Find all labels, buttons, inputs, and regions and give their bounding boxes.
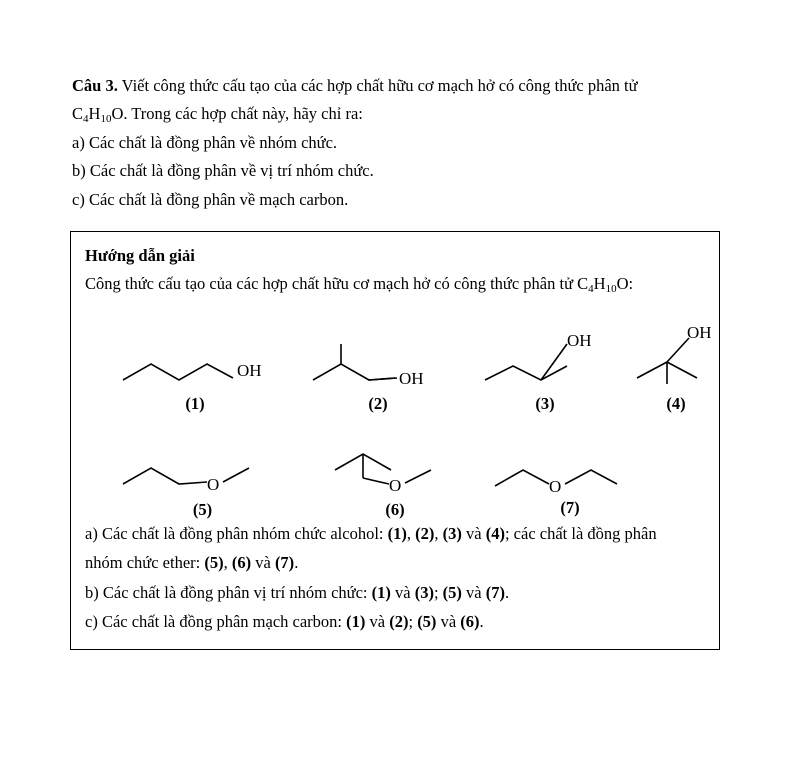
answer-a-ref-7: (7): [274, 553, 295, 573]
answer-c-sep-2: ;: [408, 612, 418, 632]
answer-a-ref-1: (1): [387, 524, 407, 543]
structure-1-group: OH: [237, 361, 262, 381]
answer-a-sep-5: và: [251, 553, 275, 573]
question-line-2-rest: O. Trong các hợp chất này, hãy chỉ ra:: [111, 104, 363, 124]
structure-6: [315, 444, 475, 520]
solution-intro-sub1: 4: [588, 283, 594, 296]
structure-6-label: (6): [385, 500, 405, 520]
answer-a-ref-4: (4): [485, 524, 505, 543]
answer-a-text-1: a) Các chất là đồng phân nhóm chức alcohol:: [85, 524, 388, 543]
answer-b-ref-2: (3): [414, 582, 434, 602]
structure-7: [485, 456, 655, 518]
answer-c-sep-3: và: [436, 612, 461, 632]
answer-a-sep-4: ,: [223, 553, 232, 573]
question-item-a: a) Các chất là đồng phân về nhóm chức.: [72, 132, 338, 152]
solution-intro-sub2: 10: [605, 283, 617, 296]
structure-2-drawing: [303, 334, 453, 392]
solution-box: [70, 231, 720, 650]
solution-intro-b: H: [593, 274, 606, 294]
answer-c-ref-3: (5): [417, 612, 437, 632]
answer-a-sep-2: ,: [434, 524, 443, 543]
answer-b-ref-1: (1): [371, 582, 391, 602]
structure-5-label: (5): [192, 500, 213, 520]
answer-a-ref-6: (6): [231, 553, 252, 573]
answer-a-tail-1: ; các chất là đồng phân: [504, 524, 657, 543]
structure-3-drawing: [475, 324, 615, 392]
solution-intro-a: Công thức cấu tạo của các hợp chất hữu cơ mạch hở có công thức phân tử C: [85, 274, 589, 294]
answer-a-ref-3: (3): [442, 524, 462, 543]
answer-a-ref-2: (2): [415, 524, 435, 543]
answer-b-sep-1: và: [390, 582, 415, 602]
answer-c-line: [85, 608, 707, 636]
solution-intro: [85, 270, 705, 298]
answer-a-text-2: nhóm chức ether:: [85, 553, 205, 573]
answer-b-ref-4: (7): [485, 582, 505, 602]
question-item-c: c) Các chất là đồng phân về mạch carbon.: [72, 189, 349, 209]
question-line-2: [72, 100, 720, 128]
structure-4-group: OH: [687, 323, 712, 343]
solution-title: Hướng dẫn giải: [85, 246, 195, 265]
structure-1-label: (1): [185, 394, 205, 414]
formula-c-sub: 4: [83, 113, 89, 126]
structure-3-group: OH: [567, 331, 592, 351]
structure-7-label: (7): [560, 498, 580, 518]
answer-c-ref-4: (6): [460, 612, 480, 632]
structure-4-drawing: [621, 316, 731, 392]
formula-h-sub: 10: [100, 113, 112, 126]
answer-a-line-2: [85, 549, 707, 577]
answer-c-ref-2: (2): [389, 612, 409, 632]
structure-5-group: O: [207, 475, 220, 495]
formula-h: H: [88, 104, 101, 124]
structure-7-drawing: [485, 456, 655, 496]
structure-6-drawing: [315, 444, 475, 498]
question-block: [72, 72, 720, 214]
solution-inner: [71, 232, 719, 632]
answer-c-ref-1: (1): [346, 612, 366, 632]
answer-a-tail-2: .: [294, 553, 299, 573]
formula-c: C: [72, 104, 84, 124]
structure-2-label: (2): [368, 394, 388, 414]
structure-1-drawing: [115, 342, 275, 392]
answer-b-ref-3: (5): [442, 582, 462, 602]
structure-area: [85, 304, 712, 549]
question-item-b: b) Các chất là đồng phân về vị trí nhóm chức.: [72, 161, 374, 181]
answer-c-text: c) Các chất là đồng phân mạch carbon:: [85, 612, 347, 632]
structure-2-group: OH: [399, 369, 424, 389]
answer-b-sep-3: và: [461, 582, 486, 602]
solution-intro-c: O:: [616, 274, 634, 294]
answer-b-line: [85, 579, 707, 607]
answers-block: [85, 520, 707, 638]
answer-c-tail: .: [479, 612, 484, 632]
question-line-1: [72, 72, 720, 100]
question-label: Câu 3.: [72, 76, 118, 95]
structure-5: [115, 452, 290, 520]
structure-3-label: (3): [535, 394, 555, 414]
structure-1: [115, 342, 275, 414]
structure-3: [475, 324, 615, 414]
answer-b-sep-2: ;: [433, 582, 443, 602]
structure-6-group: O: [389, 476, 402, 496]
structure-4-label: (4): [666, 394, 686, 414]
structure-4: [621, 316, 731, 414]
answer-b-tail: .: [505, 582, 510, 602]
answer-c-sep-1: và: [365, 612, 390, 632]
structure-7-group: O: [549, 477, 562, 497]
answer-b-text: b) Các chất là đồng phân vị trí nhóm chức:: [85, 582, 372, 602]
structure-5-drawing: [115, 452, 290, 498]
answer-a-sep-1: ,: [406, 524, 416, 543]
question-text: Viết công thức cấu tạo của các hợp chất hữu cơ mạch hở có công thức phân tử: [117, 76, 638, 95]
answer-a-line-1: [85, 520, 707, 548]
answer-a-sep-3: và: [461, 524, 486, 543]
structure-2: [303, 334, 453, 414]
answer-a-ref-5: (5): [204, 553, 224, 573]
